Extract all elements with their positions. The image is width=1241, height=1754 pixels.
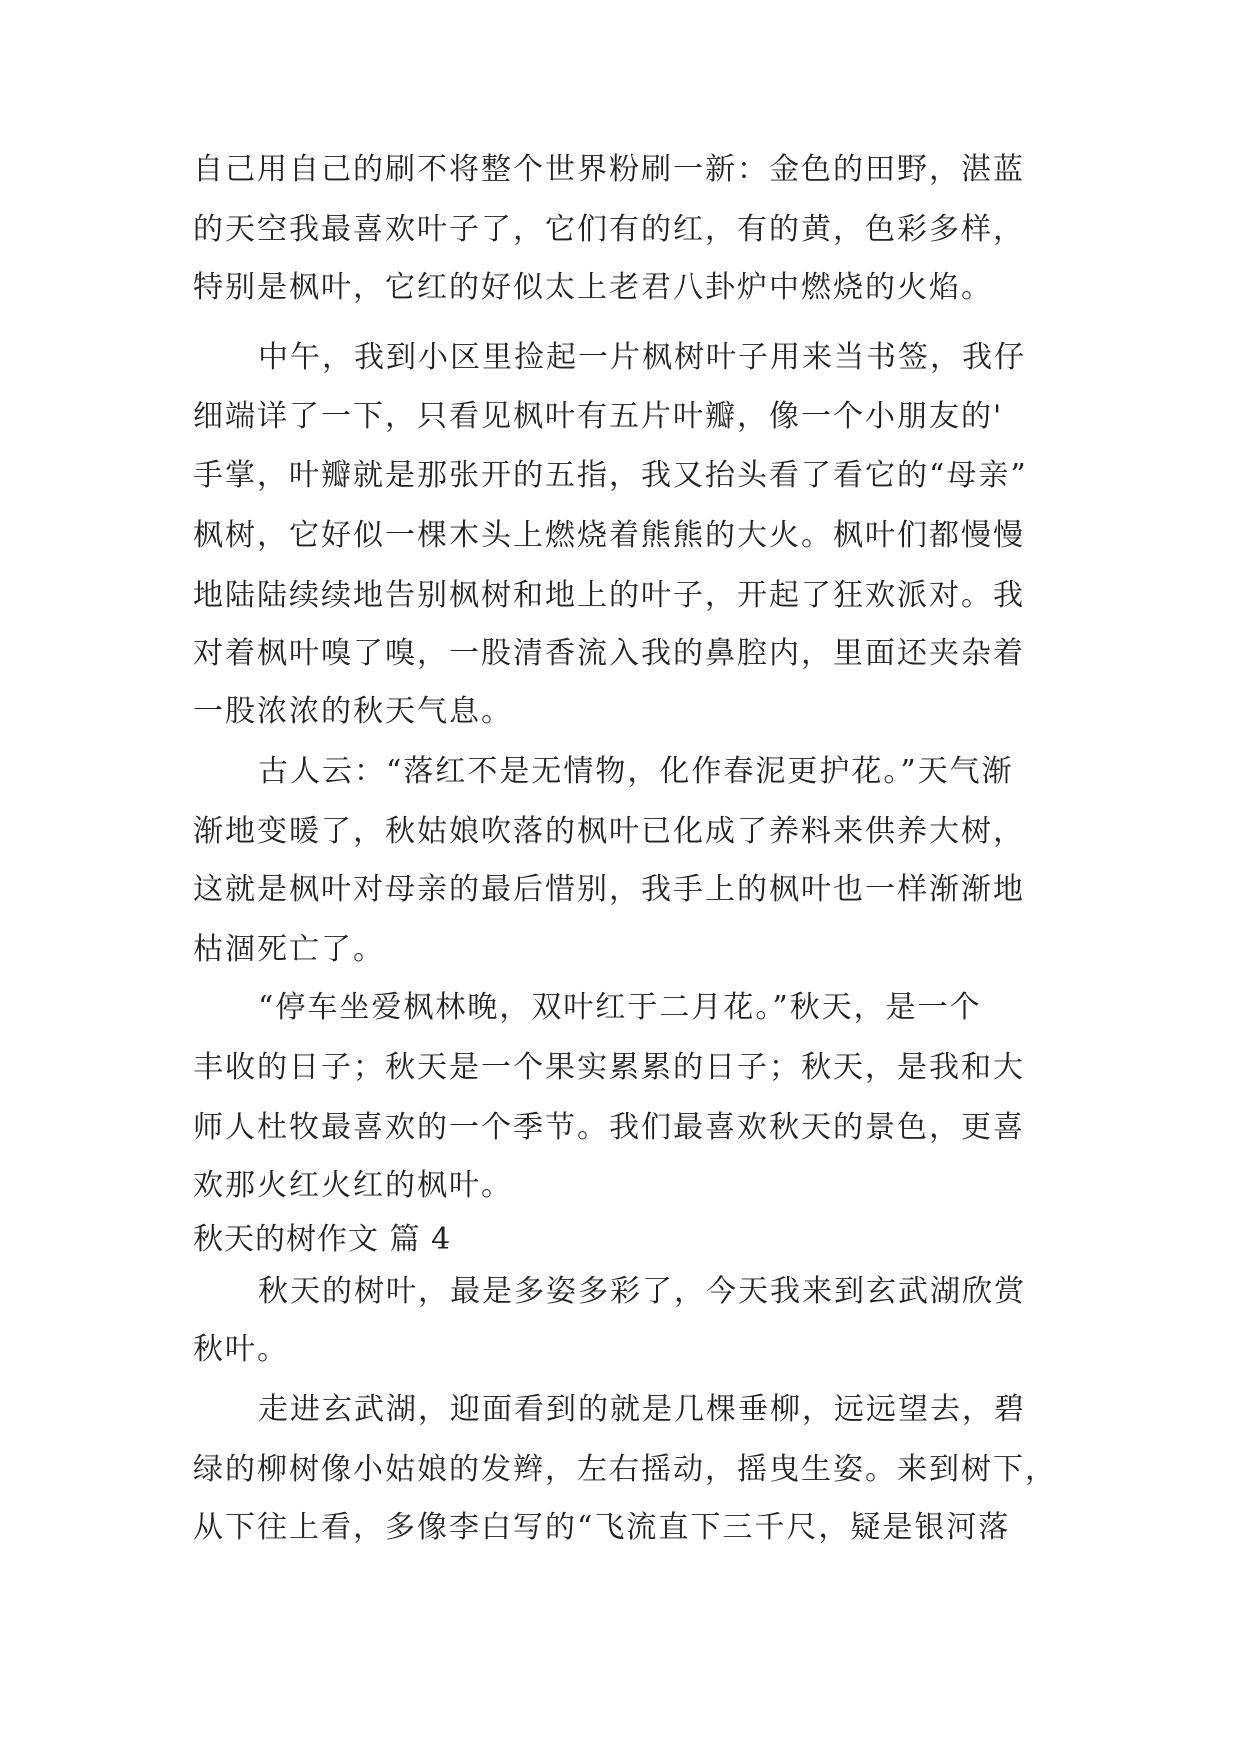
paragraph-start: 古人云：“落红不是无情物，化作春泥更护花。”天气渐 xyxy=(258,754,1014,789)
paragraph-start: 中午，我到小区里捡起一片枫树叶子用来当书签，我仔 xyxy=(258,340,1026,375)
text-line: 枫树，它好似一棵木头上燃烧着熊熊的大火。枫叶们都慢慢 xyxy=(193,518,1025,553)
section-heading: 秋天的树作文 篇 4 xyxy=(193,1222,452,1257)
text-line: 渐地变暖了，秋姑娘吹落的枫叶已化成了养料来供养大树， xyxy=(193,814,1025,849)
text-line: 细端详了一下，只看见枫叶有五片叶瓣，像一个小朋友的' xyxy=(193,399,1004,434)
text-line: 绿的柳树像小姑娘的发辫，左右摇动，摇曳生姿。来到树下， xyxy=(193,1452,1057,1487)
paragraph-start: 走进玄武湖，迎面看到的就是几棵垂柳，远远望去，碧 xyxy=(258,1392,1026,1427)
text-line: 特别是枫叶，它红的好似太上老君八卦炉中燃烧的火焰。 xyxy=(193,270,993,305)
text-line: 自己用自己的刷不将整个世界粉刷一新：金色的田野，湛蓝 xyxy=(193,152,1025,187)
text-line: 枯涸死亡了。 xyxy=(193,932,385,967)
text-line: 丰收的日子；秋天是一个果实累累的日子；秋天，是我和大 xyxy=(193,1050,1025,1085)
text-line: 对着枫叶嗅了嗅，一股清香流入我的鼻腔内，里面还夹杂着 xyxy=(193,636,1025,671)
text-line: 秋叶。 xyxy=(193,1332,289,1367)
text-line: 的天空我最喜欢叶子了，它们有的红，有的黄，色彩多样， xyxy=(193,212,1025,247)
text-line: 从下往上看，多像李白写的“飞流直下三千尺，疑是银河落 xyxy=(193,1510,1011,1545)
text-line: 一股浓浓的秋天气息。 xyxy=(193,694,513,729)
paragraph-start: “停车坐爱枫林晚，双叶红于二月花。”秋天，是一个 xyxy=(258,990,982,1025)
text-line: 这就是枫叶对母亲的最后惜别，我手上的枫叶也一样渐渐地 xyxy=(193,872,1025,907)
text-line: 手掌，叶瓣就是那张开的五指，我又抬头看了看它的“母亲” xyxy=(193,458,1028,493)
text-line: 欢那火红火红的枫叶。 xyxy=(193,1168,513,1203)
text-line: 师人杜牧最喜欢的一个季节。我们最喜欢秋天的景色，更喜 xyxy=(193,1110,1025,1145)
text-line: 地陆陆续续地告别枫树和地上的叶子，开起了狂欢派对。我 xyxy=(193,578,1025,613)
paragraph-start: 秋天的树叶，最是多姿多彩了，今天我来到玄武湖欣赏 xyxy=(258,1274,1026,1309)
